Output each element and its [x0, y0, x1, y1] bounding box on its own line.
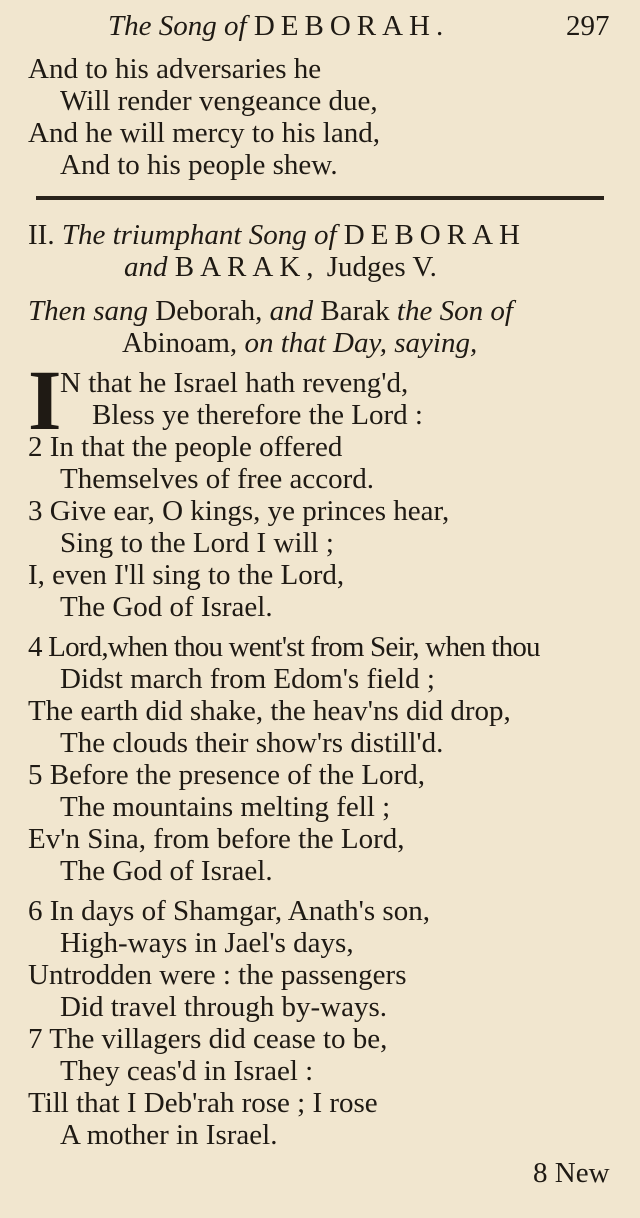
- section-number: II.: [28, 219, 55, 251]
- verse-line: The earth did shake, the heav'ns did drop,: [28, 695, 511, 727]
- header-title-italic: The Song of: [108, 10, 247, 42]
- verse-line: 5 Before the presence of the Lord,: [28, 759, 425, 791]
- verse-line: Bless ye therefore the Lord :: [92, 399, 423, 431]
- intro-line-1: [28, 294, 513, 328]
- verse-line: Untrodden were : the passengers: [28, 959, 407, 991]
- verse-line: N that he Israel hath reveng'd,: [60, 367, 409, 399]
- section-title-and: and: [124, 251, 168, 283]
- prev-verse-line: And to his people shew.: [60, 149, 338, 181]
- section-title-name-2: BARAK,: [174, 251, 320, 283]
- prev-verse-line: And to his adversaries he: [28, 53, 322, 85]
- intro-italic: on that Day, saying,: [244, 327, 478, 359]
- verse-line: 6 In days of Shamgar, Anath's son,: [28, 895, 430, 927]
- verse-line: They ceas'd in Israel :: [60, 1055, 314, 1087]
- verse-line: 2 In that the people offered: [28, 431, 343, 463]
- section-title-italic: The triumphant Song of: [61, 219, 337, 251]
- verse-line: 7 The villagers did cease to be,: [28, 1023, 388, 1055]
- header-title-name: DEBORAH.: [253, 10, 450, 42]
- verse-line: Ev'n Sina, from before the Lord,: [28, 823, 405, 855]
- intro-italic: the Son of: [396, 295, 513, 327]
- scripture-reference: Judges V.: [326, 251, 437, 283]
- verse-line: Themselves of free accord.: [60, 463, 375, 495]
- intro-italic: and: [269, 295, 314, 327]
- section-divider: [36, 196, 604, 200]
- verse-line: I, even I'll sing to the Lord,: [28, 559, 345, 591]
- intro-name: Deborah,: [155, 295, 263, 327]
- verse-line: Sing to the Lord I will ;: [60, 527, 334, 559]
- verse-line: The God of Israel.: [60, 855, 273, 887]
- verse-line: Till that I Deb'rah rose ; I rose: [28, 1087, 378, 1119]
- section-heading-line-2: [124, 250, 437, 284]
- verse-line: 4 Lord,when thou went'st from Seir, when thou: [28, 631, 540, 663]
- intro-italic: Then sang: [28, 295, 149, 327]
- section-heading-line-1: [28, 218, 526, 252]
- prev-verse-line: And he will mercy to his land,: [28, 117, 380, 149]
- intro-name: Abinoam,: [122, 327, 238, 359]
- running-header: [0, 6, 640, 46]
- verse-line: The clouds their show'rs distill'd.: [60, 727, 444, 759]
- verse-line: The God of Israel.: [60, 591, 273, 623]
- section-title-name: DEBORAH: [343, 219, 526, 251]
- header-title: [108, 6, 449, 46]
- prev-verse-line: Will render vengeance due,: [60, 85, 378, 117]
- verse-line: 3 Give ear, O kings, ye princes hear,: [28, 495, 450, 527]
- verse-line: Did travel through by-ways.: [60, 991, 387, 1023]
- verse-line: Didst march from Edom's field ;: [60, 663, 435, 695]
- drop-cap: I: [28, 352, 62, 448]
- intro-name: Barak: [320, 295, 390, 327]
- verse-line: The mountains melting fell ;: [60, 791, 391, 823]
- page-number: 297: [566, 10, 610, 42]
- catchword: 8 New: [533, 1157, 610, 1189]
- verse-line: A mother in Israel.: [60, 1119, 278, 1151]
- verse-line: High-ways in Jael's days,: [60, 927, 354, 959]
- intro-line-2: [122, 326, 477, 360]
